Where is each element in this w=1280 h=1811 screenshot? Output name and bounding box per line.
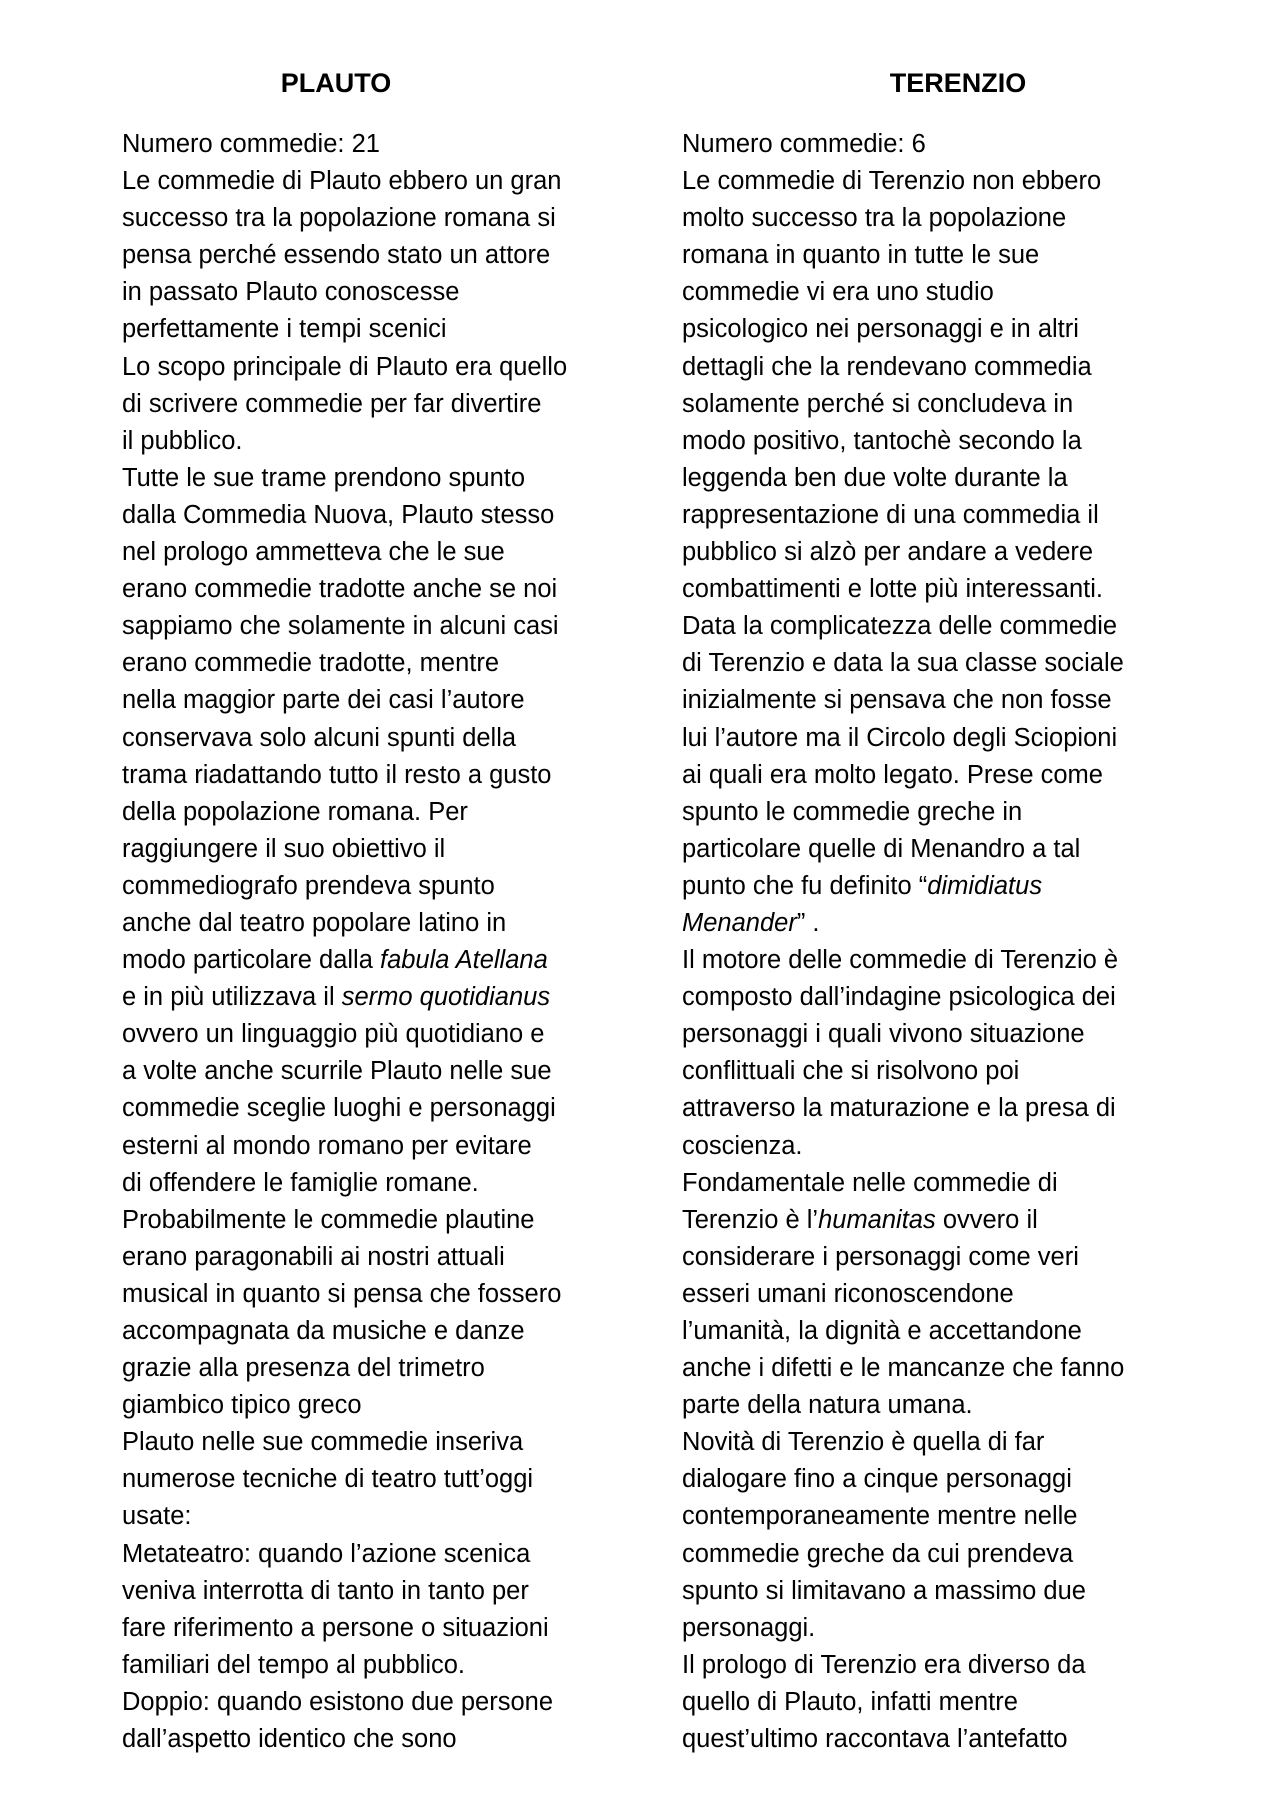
text-line	[682, 1053, 1182, 1090]
text-line	[122, 200, 612, 237]
text-run: musical in quanto si pensa che fossero	[122, 1279, 562, 1308]
text-line	[122, 237, 612, 274]
text-run: trama riadattando tutto il resto a gusto	[122, 760, 552, 789]
text-line	[682, 311, 1182, 348]
italic-text: humanitas	[818, 1205, 936, 1234]
text-line	[122, 1498, 612, 1535]
text-line	[122, 274, 612, 311]
text-line	[682, 534, 1182, 571]
text-line	[122, 979, 612, 1016]
text-run: Il prologo di Terenzio era diverso da	[682, 1650, 1086, 1679]
text-run: raggiungere il suo obiettivo il	[122, 834, 446, 863]
text-run: esseri umani riconoscendone	[682, 1279, 1014, 1308]
text-line	[682, 1016, 1182, 1053]
terenzio-heading: TERENZIO	[889, 68, 1027, 98]
text-line	[682, 1387, 1182, 1424]
text-run: ” .	[796, 908, 820, 937]
text-run: solamente perché si concludeva in	[682, 389, 1074, 418]
text-line	[682, 645, 1182, 682]
text-line	[682, 126, 1182, 163]
text-line	[122, 757, 612, 794]
text-run: commedie vi era uno studio	[682, 278, 994, 307]
text-run: veniva interrotta di tanto in tanto per	[122, 1576, 529, 1605]
text-line	[682, 349, 1182, 386]
text-line	[122, 163, 612, 200]
text-line	[122, 1090, 612, 1127]
text-line	[682, 1239, 1182, 1276]
text-line	[122, 608, 612, 645]
text-line	[682, 163, 1182, 200]
italic-text: sermo quotidianus	[341, 983, 551, 1012]
text-run: perfettamente i tempi scenici	[122, 315, 447, 344]
text-run: coscienza.	[682, 1131, 803, 1160]
text-run: commedie sceglie luoghi e personaggi	[122, 1094, 556, 1123]
text-line	[122, 1128, 612, 1165]
text-line	[682, 497, 1182, 534]
text-run: conservava solo alcuni spunti della	[122, 723, 517, 752]
text-run: numerose tecniche di teatro tutt’oggi	[122, 1465, 534, 1494]
text-run: di Terenzio e data la sua classe sociale	[682, 649, 1124, 678]
text-run: attraverso la maturazione e la presa di	[682, 1094, 1116, 1123]
text-run: Novità di Terenzio è quella di far	[682, 1428, 1045, 1457]
text-run: di offendere le famiglie romane.	[122, 1168, 479, 1197]
text-line	[122, 1647, 612, 1684]
plauto-body-text	[122, 126, 612, 1758]
text-line	[682, 720, 1182, 757]
text-run: accompagnata da musiche e danze	[122, 1317, 525, 1345]
text-run: nel prologo ammetteva che le sue	[122, 538, 505, 567]
text-line	[682, 1721, 1182, 1758]
text-run: Le commedie di Terenzio non ebbero	[682, 167, 1102, 196]
text-run: considerare i personaggi come veri	[682, 1242, 1079, 1271]
text-line	[682, 1090, 1182, 1127]
text-run: giambico tipico greco	[122, 1391, 362, 1420]
text-run: Lo scopo principale di Plauto era quello	[122, 352, 568, 381]
text-line	[122, 1387, 612, 1424]
text-line	[122, 1016, 612, 1053]
text-run: nella maggior parte dei casi l’autore	[122, 686, 525, 715]
text-run: Terenzio è l’	[682, 1205, 819, 1234]
text-line	[682, 1350, 1182, 1387]
text-run: pubblico si alzò per andare a vedere	[682, 538, 1094, 567]
text-run: psicologico nei personaggi e in altri	[682, 315, 1079, 344]
text-run: Tutte le sue trame prendono spunto	[122, 463, 526, 492]
italic-text: dimidiatus	[927, 871, 1043, 900]
text-run: dalla Commedia Nuova, Plauto stesso	[122, 500, 555, 529]
text-run: della popolazione romana. Per	[122, 797, 468, 826]
text-line	[682, 1276, 1182, 1313]
text-line	[682, 460, 1182, 497]
text-run: erano commedie tradotte, mentre	[122, 649, 500, 678]
text-run: dialogare fino a cinque personaggi	[682, 1465, 1072, 1494]
text-run: usate:	[122, 1502, 192, 1531]
text-run: il pubblico.	[122, 426, 243, 455]
text-run: lui l’autore ma il Circolo degli Sciopioni	[682, 723, 1118, 752]
text-run: erano paragonabili ai nostri attuali	[122, 1242, 505, 1271]
text-line	[682, 942, 1182, 979]
text-line	[122, 1053, 612, 1090]
text-line	[122, 1202, 612, 1239]
text-line	[682, 868, 1182, 905]
text-line	[122, 868, 612, 905]
text-line	[122, 942, 612, 979]
text-line	[122, 349, 612, 386]
text-run: modo particolare dalla	[122, 946, 380, 975]
text-line	[682, 1536, 1182, 1573]
text-run: ovvero un linguaggio più quotidiano e	[122, 1020, 545, 1049]
text-line	[682, 757, 1182, 794]
text-line	[122, 423, 612, 460]
text-run: Data la complicatezza delle commedie	[682, 612, 1118, 641]
text-run: leggenda ben due volte durante la	[682, 463, 1068, 492]
text-run: fare riferimento a persone o situazioni	[122, 1613, 549, 1642]
text-line	[122, 645, 612, 682]
text-line	[122, 794, 612, 831]
text-line	[122, 311, 612, 348]
text-line	[682, 1573, 1182, 1610]
text-run: a volte anche scurrile Plauto nelle sue	[122, 1057, 552, 1086]
text-line	[682, 1498, 1182, 1535]
text-line	[682, 979, 1182, 1016]
text-line	[682, 386, 1182, 423]
text-run: Numero commedie: 21	[122, 130, 380, 158]
italic-text: fabula Atellana	[379, 946, 548, 975]
text-line	[122, 386, 612, 423]
text-line	[682, 682, 1182, 719]
text-run: successo tra la popolazione romana si	[122, 204, 556, 233]
text-line	[122, 126, 612, 163]
text-line	[682, 200, 1182, 237]
text-run: erano commedie tradotte anche se noi	[122, 575, 558, 604]
text-run: ovvero il	[935, 1205, 1038, 1234]
text-line	[122, 1165, 612, 1202]
text-line	[682, 1165, 1182, 1202]
text-line	[122, 460, 612, 497]
text-run: familiari del tempo al pubblico.	[122, 1650, 466, 1679]
text-run: commedie greche da cui prendeva	[682, 1539, 1074, 1568]
text-run: quest’ultimo raccontava l’antefatto	[682, 1725, 1068, 1754]
text-run: anche i difetti e le mancanze che fanno	[682, 1354, 1125, 1383]
text-line	[682, 1202, 1182, 1239]
text-run: personaggi.	[682, 1613, 816, 1642]
text-line	[682, 423, 1182, 460]
text-run: anche dal teatro popolare latino in	[122, 908, 507, 937]
text-line	[682, 831, 1182, 868]
text-run: conflittuali che si risolvono poi	[682, 1057, 1020, 1086]
text-line	[682, 1128, 1182, 1165]
text-line	[122, 720, 612, 757]
text-run: quello di Plauto, infatti mentre	[682, 1687, 1018, 1716]
text-run: pensa perché essendo stato un attore	[122, 241, 551, 270]
text-line	[122, 1350, 612, 1387]
text-line	[122, 534, 612, 571]
text-line	[122, 1239, 612, 1276]
text-run: Metateatro: quando l’azione scenica	[122, 1539, 531, 1568]
text-line	[122, 497, 612, 534]
text-run: dall’aspetto identico che sono	[122, 1725, 457, 1754]
text-run: parte della natura umana.	[682, 1391, 973, 1420]
text-run: composto dall’indagine psicologica dei	[682, 983, 1116, 1012]
text-line	[122, 905, 612, 942]
text-line	[682, 794, 1182, 831]
text-run: rappresentazione di una commedia il	[682, 500, 1099, 529]
terenzio-column	[682, 66, 1182, 1758]
text-line	[682, 1647, 1182, 1684]
text-line	[682, 274, 1182, 311]
text-line	[122, 682, 612, 719]
text-run: ai quali era molto legato. Prese come	[682, 760, 1103, 789]
text-run: Doppio: quando esistono due persone	[122, 1687, 553, 1716]
text-run: combattimenti e lotte più interessanti.	[682, 575, 1103, 604]
text-line	[122, 1461, 612, 1498]
text-run: sappiamo che solamente in alcuni casi	[122, 612, 559, 641]
text-run: dettagli che la rendevano commedia	[682, 352, 1092, 381]
text-run: l’umanità, la dignità e accettandone	[682, 1317, 1082, 1345]
text-line	[682, 237, 1182, 274]
text-run: di scrivere commedie per far divertire	[122, 389, 542, 418]
text-run: romana in quanto in tutte le sue	[682, 241, 1040, 270]
text-run: modo positivo, tantochè secondo la	[682, 426, 1082, 455]
text-line	[122, 1313, 612, 1350]
text-line	[682, 1424, 1182, 1461]
text-line	[682, 1461, 1182, 1498]
text-run: in passato Plauto conoscesse	[122, 278, 460, 307]
text-run: inizialmente si pensava che non fosse	[682, 686, 1112, 715]
text-line	[122, 1610, 612, 1647]
text-line	[682, 1610, 1182, 1647]
text-run: Il motore delle commedie di Terenzio è	[682, 946, 1119, 975]
text-line	[122, 1684, 612, 1721]
text-line	[682, 608, 1182, 645]
text-run: particolare quelle di Menandro a tal	[682, 834, 1081, 863]
text-run: esterni al mondo romano per evitare	[122, 1131, 532, 1160]
text-line	[122, 1276, 612, 1313]
text-run: punto che fu definito “	[682, 871, 928, 900]
text-line	[122, 571, 612, 608]
italic-text: Menander	[682, 908, 797, 937]
text-run: spunto le commedie greche in	[682, 797, 1023, 826]
text-line	[122, 1424, 612, 1461]
plauto-column	[122, 66, 612, 1758]
text-run: Fondamentale nelle commedie di	[682, 1168, 1058, 1197]
text-run: Plauto nelle sue commedie inseriva	[122, 1428, 524, 1457]
text-run: molto successo tra la popolazione	[682, 204, 1067, 233]
text-run: spunto si limitavano a massimo due	[682, 1576, 1086, 1605]
text-line	[682, 1684, 1182, 1721]
text-run: e in più utilizzava il	[122, 983, 342, 1012]
text-run: Probabilmente le commedie plautine	[122, 1205, 535, 1234]
text-run: commediografo prendeva spunto	[122, 871, 495, 900]
text-run: contemporaneamente mentre nelle	[682, 1502, 1078, 1531]
text-run: Le commedie di Plauto ebbero un gran	[122, 167, 562, 196]
text-line	[682, 1313, 1182, 1350]
text-line	[682, 905, 1182, 942]
text-line	[682, 571, 1182, 608]
text-run: grazie alla presenza del trimetro	[122, 1354, 485, 1383]
text-line	[122, 1536, 612, 1573]
text-line	[122, 1721, 612, 1758]
plauto-heading: PLAUTO	[280, 68, 392, 98]
text-line	[122, 831, 612, 868]
text-line	[122, 1573, 612, 1610]
terenzio-body-text	[682, 126, 1182, 1758]
text-run: personaggi i quali vivono situazione	[682, 1020, 1085, 1049]
text-run: Numero commedie: 6	[682, 130, 926, 158]
